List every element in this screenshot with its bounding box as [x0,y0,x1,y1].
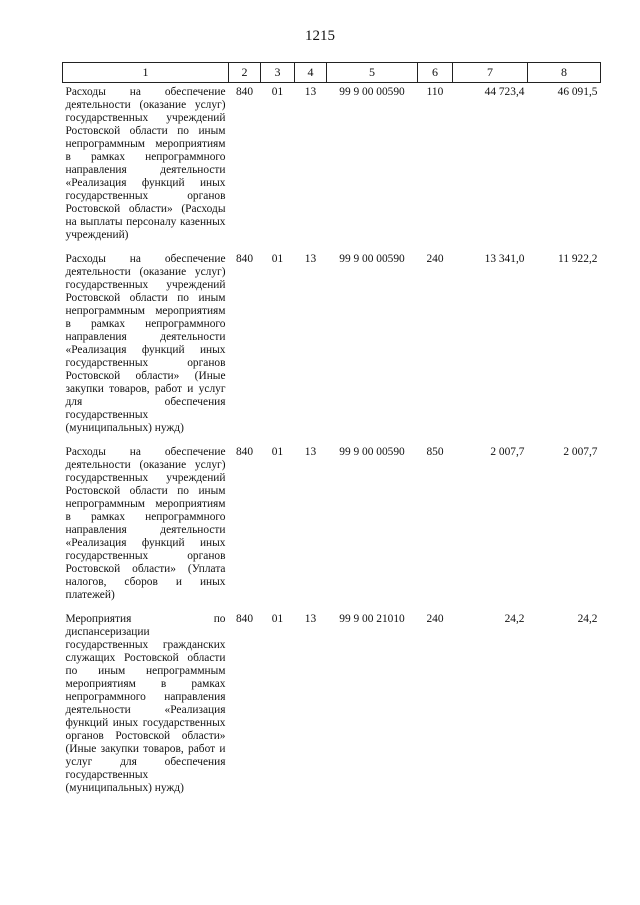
table-row [63,443,601,610]
column-header-7: 7 [453,63,528,83]
table-header-row [63,63,601,83]
row-description: Мероприятия по диспансеризации государственных гражданских служащих Ростовской области по иным непрограммным мероприятиям в рамках непрограммного направления деятельности «Реализация функций иных государственных органов Ростовской области» (Иные закупки товаров, работ и услуг для обеспечения государственных (муниципальных) нужд) [65,613,226,794]
row-expense-type: 240 [426,613,444,625]
row-subsection-code: 13 [304,253,317,265]
row-amount-col7: 2 007,7 [490,446,525,458]
row-target-article: 99 9 00 00590 [339,446,405,458]
row-section-code: 01 [271,86,284,98]
column-header-1: 1 [63,63,229,83]
row-amount-col8: 2 007,7 [563,446,598,458]
row-subsection-code: 13 [304,613,317,625]
row-amount-col8: 46 091,5 [557,86,598,98]
row-ministry-code: 840 [235,86,254,98]
row-amount-col8: 11 922,2 [558,253,598,265]
row-target-article: 99 9 00 00590 [339,86,405,98]
row-description: Расходы на обеспечение деятельности (оказание услуг) государственных учреждений Ростовской области по иным непрограммным мероприятиям в рамках непрограммного направления деятельности «Реализация функций иных государственных органов Ростовской области» (Расходы на выплаты персоналу казенных учреждений) [65,86,226,241]
row-amount-col8: 24,2 [577,613,598,625]
table-row [63,83,601,251]
column-header-2: 2 [229,63,261,83]
row-amount-col7: 44 723,4 [484,86,525,98]
row-subsection-code: 13 [304,86,317,98]
row-ministry-code: 840 [235,253,254,265]
table-row [63,250,601,443]
column-header-5: 5 [327,63,418,83]
row-amount-col7: 24,2 [504,613,525,625]
row-expense-type: 240 [426,253,444,265]
row-amount-col7: 13 341,0 [484,253,525,265]
row-section-code: 01 [271,613,284,625]
column-header-8: 8 [528,63,601,83]
row-subsection-code: 13 [304,446,317,458]
page-number: 1215 [305,28,335,44]
row-description: Расходы на обеспечение деятельности (оказание услуг) государственных учреждений Ростовской области по иным непрограммным мероприятиям в рамках непрограммного направления деятельности «Реализация функций иных государственных органов Ростовской области» (Уплата налогов, сборов и иных платежей) [65,446,226,601]
row-target-article: 99 9 00 00590 [339,253,405,265]
budget-table [62,62,601,803]
row-section-code: 01 [271,253,284,265]
table-row [63,610,601,803]
row-ministry-code: 840 [235,446,254,458]
row-expense-type: 850 [426,446,444,458]
row-ministry-code: 840 [235,613,254,625]
row-description: Расходы на обеспечение деятельности (оказание услуг) государственных учреждений Ростовской области по иным непрограммным мероприятиям в рамках непрограммного направления деятельности «Реализация функций иных государственных органов Ростовской области» (Иные закупки товаров, работ и услуг для обеспечения государственных (муниципальных) нужд) [65,253,226,434]
column-header-4: 4 [295,63,327,83]
row-target-article: 99 9 00 21010 [339,613,405,625]
row-expense-type: 110 [426,86,444,98]
row-section-code: 01 [271,446,284,458]
column-header-3: 3 [261,63,295,83]
column-header-6: 6 [418,63,453,83]
